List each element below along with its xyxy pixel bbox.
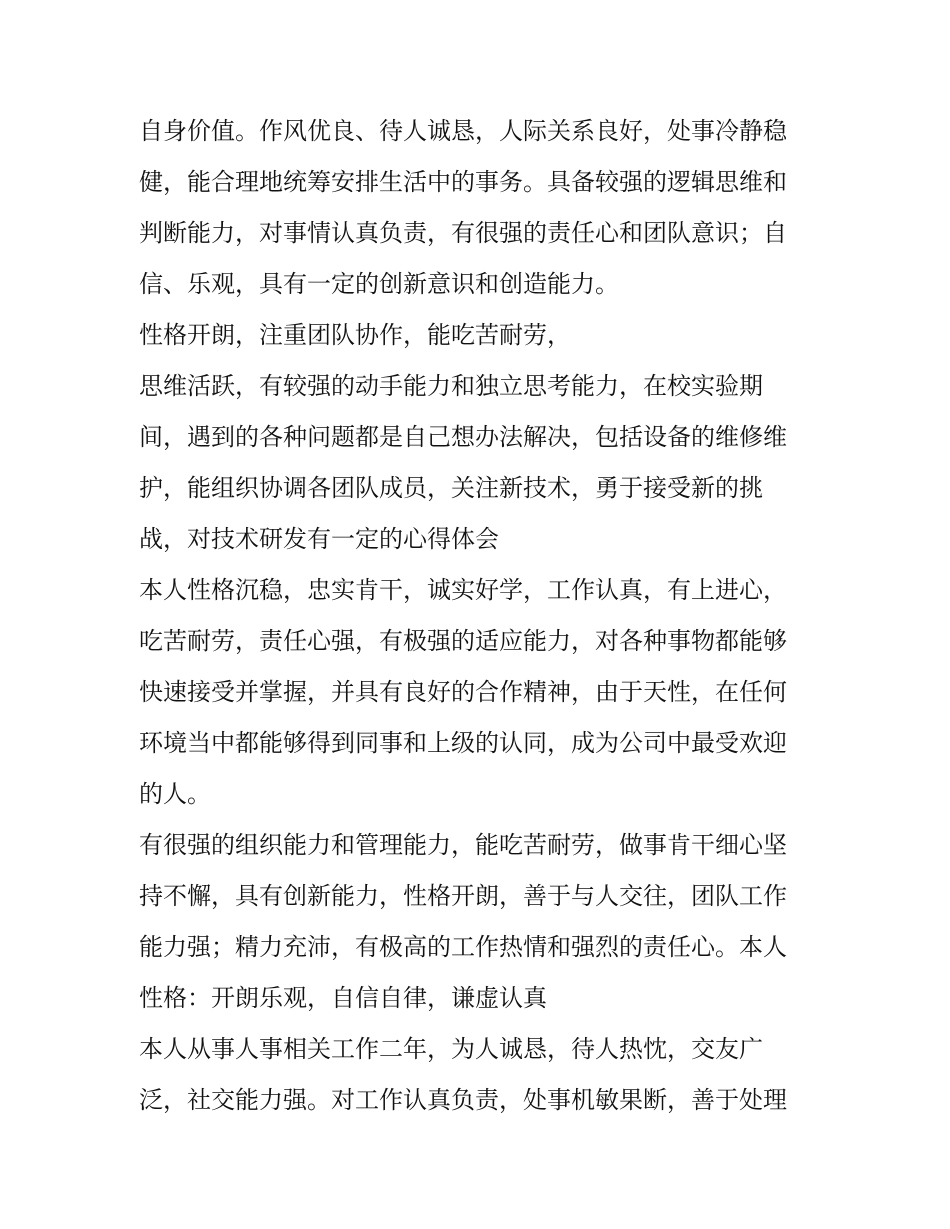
text-line: 本人性格沉稳，忠实肯干，诚实好学，工作认真，有上进心， — [139, 576, 787, 604]
text-line: 健，能合理地统筹安排生活中的事务。具备较强的逻辑思维和 — [139, 168, 787, 196]
text-line: 自身价值。作风优良、待人诚恳，人际关系良好，处事冷静稳 — [139, 117, 787, 145]
text-line: 护，能组织协调各团队成员，关注新技术，勇于接受新的挑 — [139, 474, 763, 502]
text-line: 信、乐观，具有一定的创新意识和创造能力。 — [139, 270, 619, 298]
text-line: 的人。 — [139, 780, 211, 808]
text-line: 判断能力，对事情认真负责，有很强的责任心和团队意识；自 — [139, 219, 787, 247]
text-line: 快速接受并掌握，并具有良好的合作精神，由于天性，在任何 — [139, 678, 787, 706]
text-line: 本人从事人事相关工作二年，为人诚恳，待人热忱，交友广 — [139, 1035, 763, 1063]
document-body — [139, 108, 819, 1128]
text-line: 持不懈，具有创新能力，性格开朗，善于与人交往，团队工作 — [139, 882, 787, 910]
text-line: 战，对技术研发有一定的心得体会 — [139, 525, 499, 553]
text-line: 泛，社交能力强。对工作认真负责，处事机敏果断，善于处理 — [139, 1086, 787, 1114]
text-line: 间，遇到的各种问题都是自己想办法解决，包括设备的维修维 — [139, 423, 787, 451]
text-line: 能力强；精力充沛，有极高的工作热情和强烈的责任心。本人 — [139, 933, 787, 961]
text-line: 性格：开朗乐观，自信自律，谦虚认真 — [139, 984, 547, 1012]
text-line: 环境当中都能够得到同事和上级的认同，成为公司中最受欢迎 — [139, 729, 787, 757]
text-line: 有很强的组织能力和管理能力，能吃苦耐劳，做事肯干细心坚 — [139, 831, 787, 859]
text-line: 性格开朗，注重团队协作，能吃苦耐劳， — [139, 321, 571, 349]
text-line: 吃苦耐劳，责任心强，有极强的适应能力，对各种事物都能够 — [139, 627, 787, 655]
text-line: 思维活跃，有较强的动手能力和独立思考能力，在校实验期 — [139, 372, 763, 400]
